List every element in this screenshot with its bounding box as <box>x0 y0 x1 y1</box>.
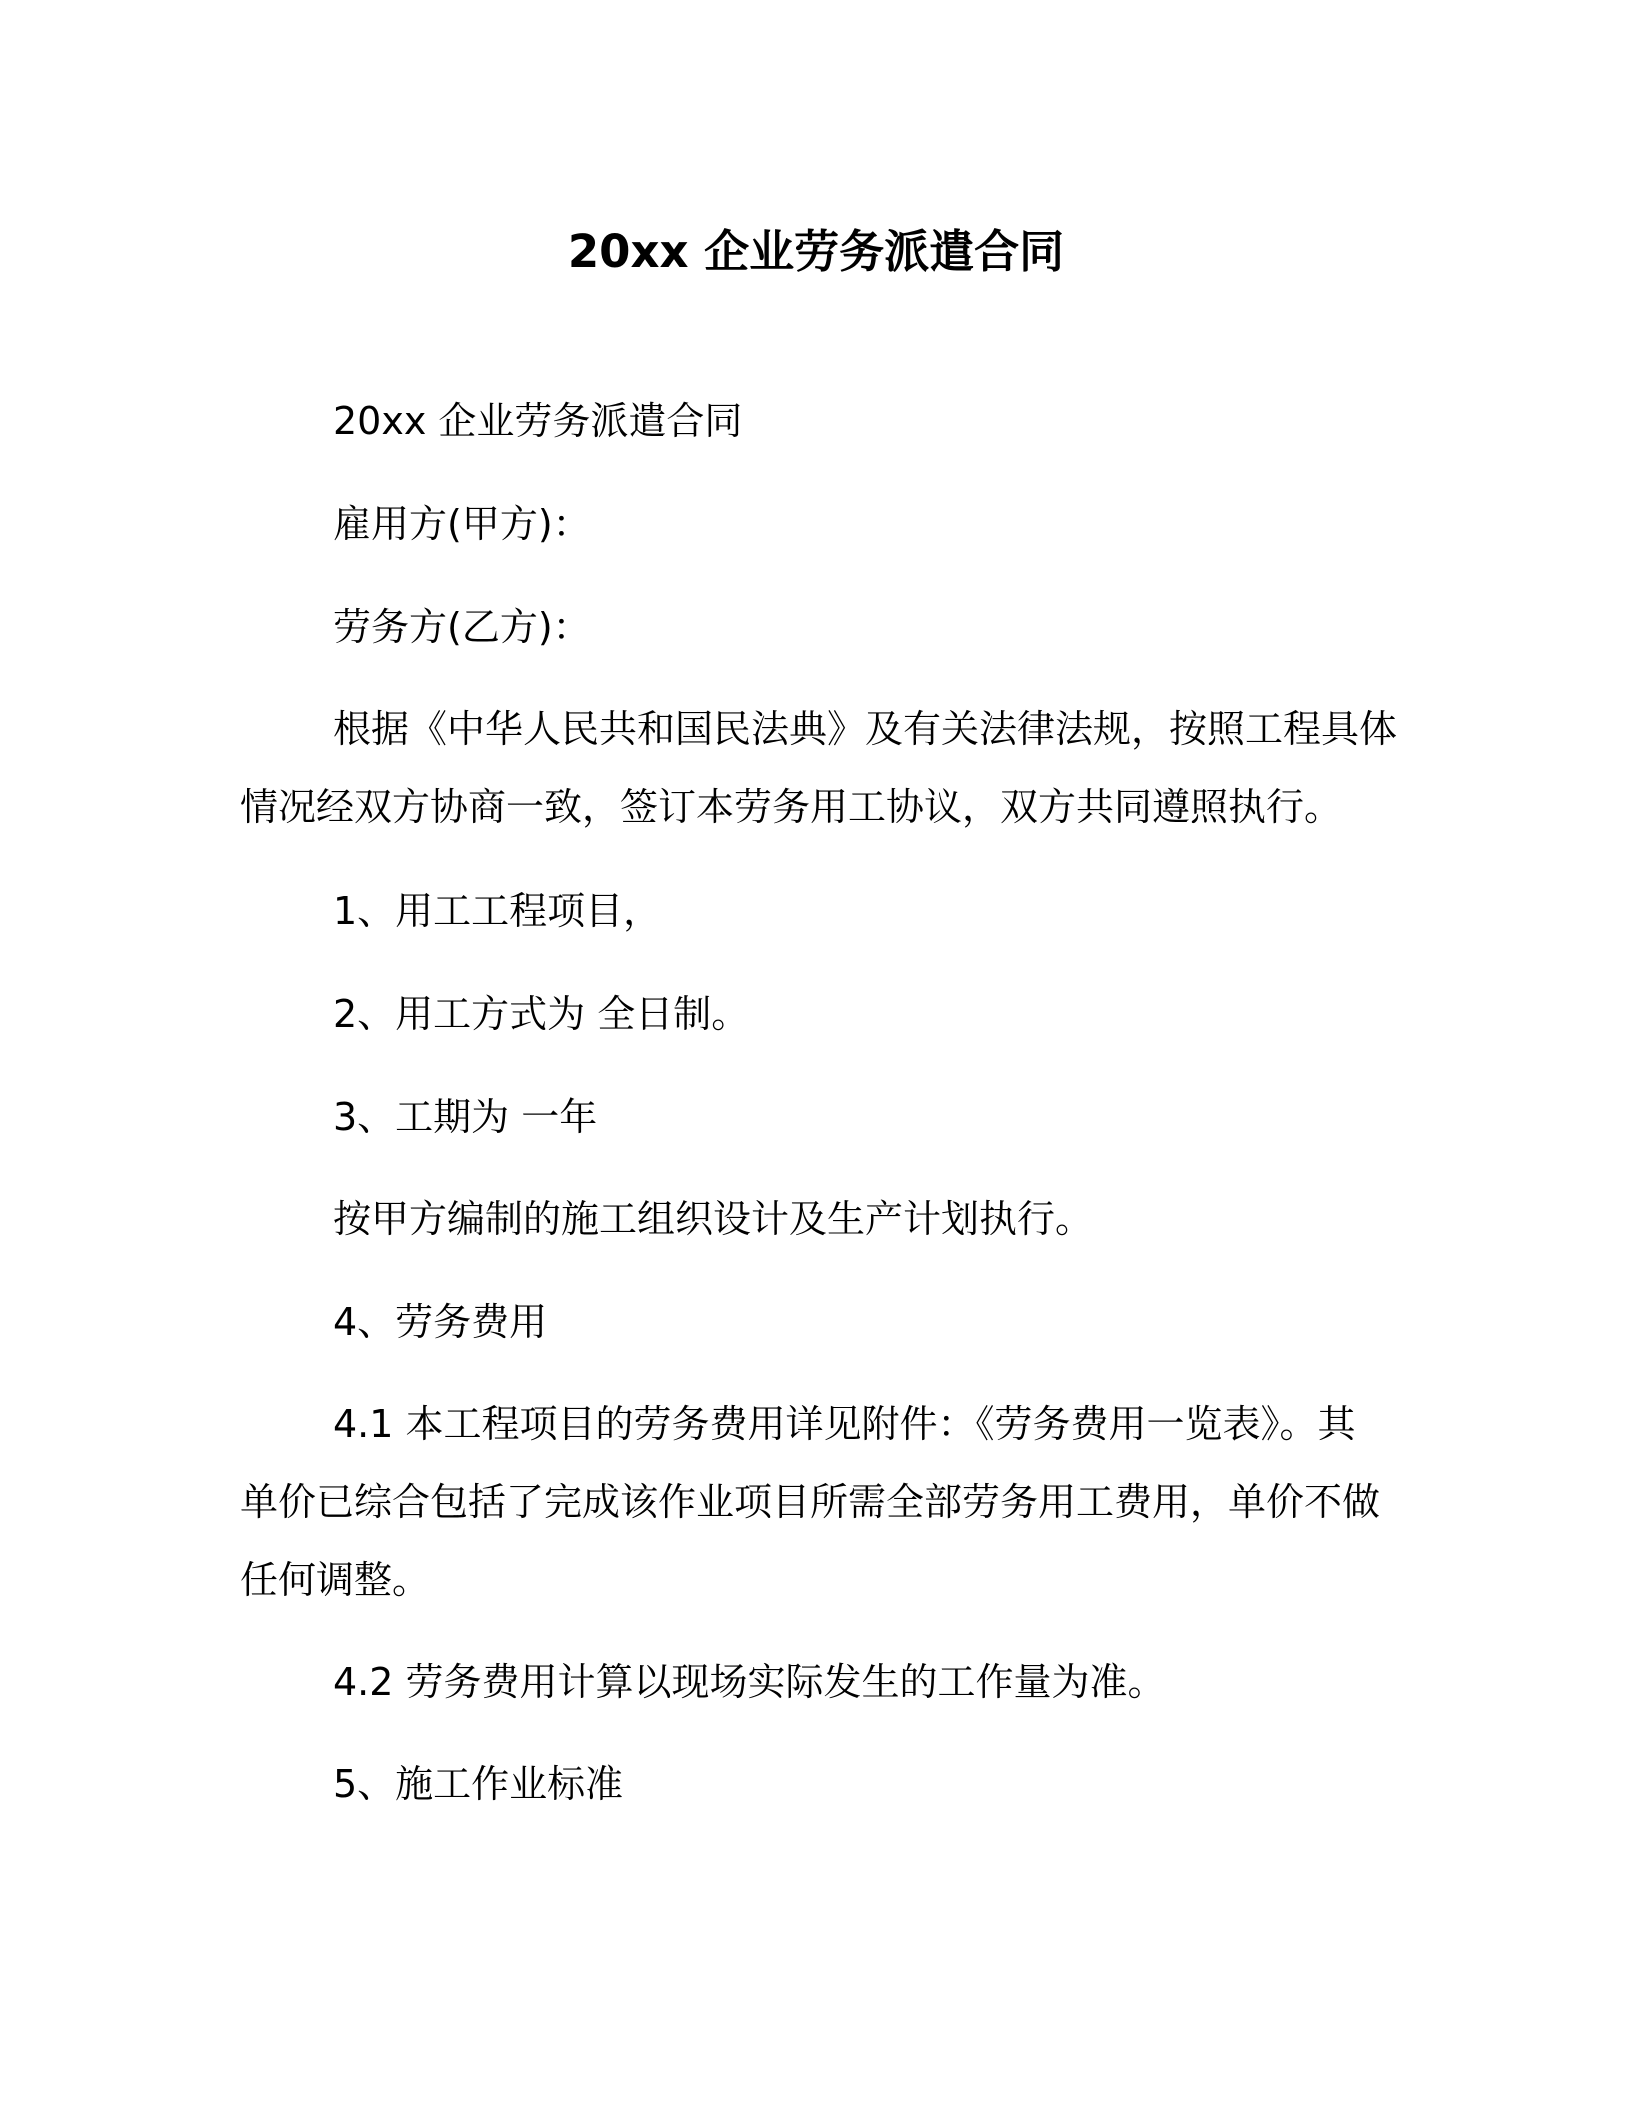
clause-4-1-line-3: 任何调整。 <box>240 1558 431 1602</box>
clause-2 <box>240 975 1400 1053</box>
clause-4-2-text: 4.2 劳务费用计算以现场实际发生的工作量为准。 <box>333 1660 1166 1704</box>
employer-label: 雇用方(甲方)： <box>333 502 591 546</box>
clause-1-text: 1、用工工程项目， <box>333 889 662 933</box>
clause-5-text: 5、施工作业标准 <box>333 1762 624 1806</box>
subtitle-text: 20xx 企业劳务派遣合同 <box>333 399 743 443</box>
clause-2-text: 2、用工方式为 全日制。 <box>333 992 750 1036</box>
clause-4-1-line-1: 4.1 本工程项目的劳务费用详见附件：《劳务费用一览表》。其 <box>333 1402 1356 1446</box>
document-subtitle <box>240 382 1400 460</box>
clause-4-1-line-2: 单价已综合包括了完成该作业项目所需全部劳务用工费用，单价不做 <box>240 1480 1381 1524</box>
contractor-label: 劳务方(乙方)： <box>333 605 591 649</box>
clause-4 <box>240 1283 1400 1361</box>
schedule-paragraph <box>240 1180 1400 1258</box>
intro-paragraph <box>240 690 1400 846</box>
clause-5 <box>240 1745 1400 1823</box>
clause-3-text: 3、工期为 一年 <box>333 1095 598 1139</box>
intro-line-2: 情况经双方协商一致，签订本劳务用工协议，双方共同遵照执行。 <box>240 785 1343 829</box>
clause-1 <box>240 872 1400 950</box>
intro-line-1: 根据《中华人民共和国民法典》及有关法律法规，按照工程具体 <box>333 707 1398 751</box>
contractor-field <box>240 588 1400 666</box>
document-title: 20xx 企业劳务派遣合同 <box>567 225 1065 278</box>
clause-4-1 <box>240 1385 1400 1619</box>
clause-4-2 <box>240 1643 1400 1721</box>
clause-4-text: 4、劳务费用 <box>333 1300 548 1344</box>
schedule-text: 按甲方编制的施工组织设计及生产计划执行。 <box>333 1197 1094 1241</box>
clause-3 <box>240 1078 1400 1156</box>
employer-field <box>240 485 1400 563</box>
